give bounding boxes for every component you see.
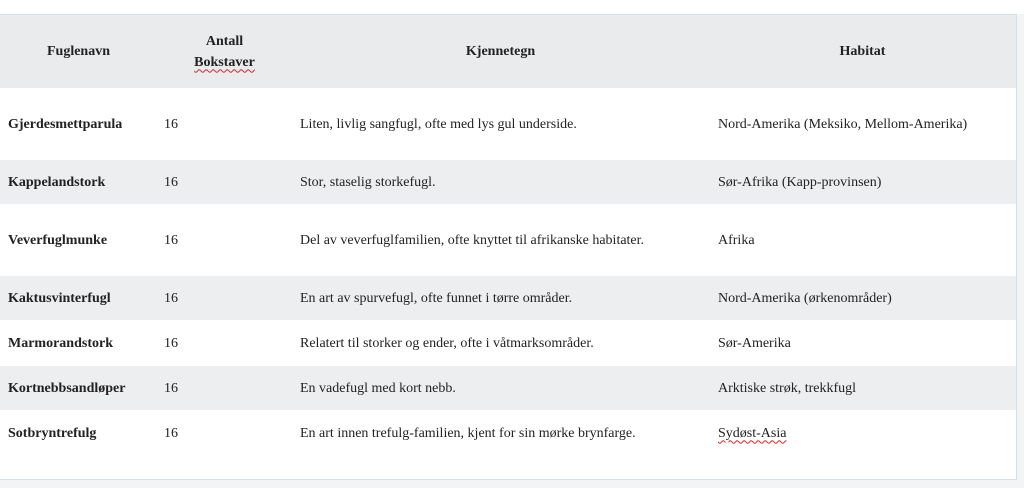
bird-features: En art innen trefulg-familien, kjent for sin mørke brynfarge. — [300, 425, 636, 441]
letter-count: 16 — [164, 425, 178, 441]
bird-habitat: Nord-Amerika (ørkenområder) — [718, 290, 892, 306]
bird-habitat: Nord-Amerika (Meksiko, Mellom-Amerika) — [718, 116, 968, 132]
header-count — [157, 15, 292, 88]
bird-habitat: Arktiske strøk, trekkfugl — [718, 380, 857, 396]
letter-count: 16 — [164, 290, 178, 306]
table-row — [0, 366, 1016, 410]
bird-features: Stor, staselig storkefugl. — [300, 174, 436, 190]
letter-count: 16 — [164, 335, 178, 351]
bird-features: Del av veverfuglfamilien, ofte knyttet til afrikanske habitater. — [300, 232, 645, 248]
letter-count: 16 — [164, 232, 178, 248]
header-habitat: Habitat — [839, 43, 886, 59]
header-count-line1: Antall — [205, 33, 244, 49]
bird-name: Gjerdesmettparula — [8, 116, 123, 132]
bird-name: Sotbryntrefulg — [8, 425, 97, 441]
bird-habitat: Sør-Amerika — [718, 335, 791, 351]
bird-features: En vadefugl med kort nebb. — [300, 380, 456, 396]
bird-name: Marmorandstork — [8, 335, 113, 351]
bird-name: Veverfuglmunke — [8, 232, 108, 248]
letter-count: 16 — [164, 174, 178, 190]
header-name: Fuglenavn — [46, 43, 110, 59]
header-row — [0, 15, 1016, 88]
bird-features: Liten, livlig sangfugl, ofte med lys gul underside. — [300, 116, 577, 132]
table-row — [0, 410, 1016, 456]
letter-count: 16 — [164, 380, 178, 396]
table-row — [0, 160, 1016, 204]
header-count-line2: Bokstaver — [194, 54, 255, 70]
table-row — [0, 204, 1016, 276]
table-row — [0, 276, 1016, 320]
table-body — [0, 88, 1016, 456]
table-row — [0, 320, 1016, 366]
bird-habitat: Sør-Afrika (Kapp-provinsen) — [718, 174, 882, 190]
bird-features: En art av spurvefugl, ofte funnet i tørre områder. — [300, 290, 573, 306]
bird-habitat-cell — [709, 410, 1016, 456]
bird-table — [0, 15, 1016, 456]
bird-name: Kaktusvinterfugl — [8, 290, 111, 306]
bird-habitat: Sydøst-Asia — [718, 425, 787, 441]
table-header — [0, 15, 1016, 88]
bird-name: Kortnebbsandløper — [8, 380, 126, 396]
top-strip — [0, 0, 1024, 14]
letter-count: 16 — [164, 116, 178, 132]
table-row — [0, 88, 1016, 160]
bird-habitat: Afrika — [718, 232, 755, 248]
header-features: Kjennetegn — [465, 43, 536, 59]
bird-name: Kappelandstork — [8, 174, 106, 190]
table-card — [0, 14, 1017, 480]
bird-features: Relatert til storker og ender, ofte i våtmarksområder. — [300, 335, 594, 351]
